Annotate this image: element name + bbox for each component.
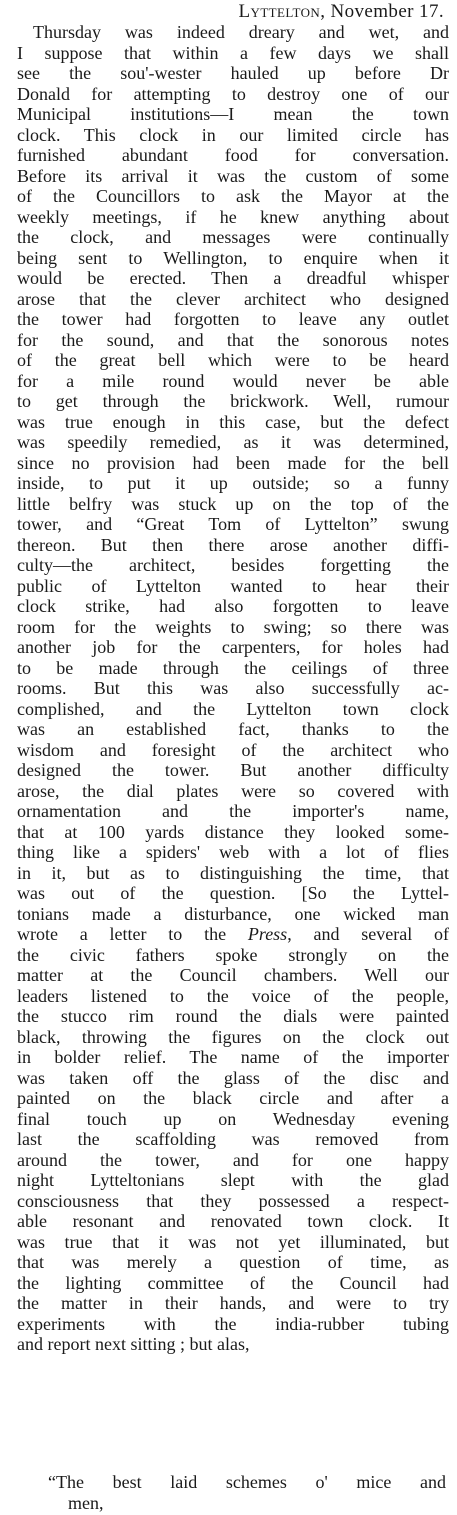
article-line: painted on the black circle and after a	[17, 1088, 449, 1108]
article-line: see the sou'-wester hauled up before Dr	[17, 63, 449, 83]
article-line: complished, and the Lyttelton town clock	[17, 698, 449, 719]
dateline-date: November 17.	[330, 1, 444, 22]
article-line: of the Councillors to ask the Mayor at the	[17, 186, 449, 206]
article-line: was out of the question. [So the Lyttel-	[17, 883, 449, 903]
article-line: able resonant and renovated town clock. It	[17, 1211, 449, 1231]
article-line: was an established fact, thanks to the	[17, 719, 449, 739]
article-line: tower, and “Great Tom of Lyttelton” swung	[17, 514, 449, 534]
article-line: was true enough in this case, but the defect	[17, 411, 449, 432]
article-line: final touch up on Wednesday evening	[17, 1108, 449, 1129]
article-line: Before its arrival it was the custom of some	[17, 165, 449, 186]
article-line: was taken off the glass of the disc and	[17, 1067, 449, 1088]
article-line: was speedily remedied, as it was determined,	[17, 432, 449, 452]
article-line: Municipal institutions—I mean the town	[17, 104, 449, 124]
article-line: the lighting committee of the Council had	[17, 1272, 449, 1293]
verse-line: “The best laid schemes o' mice and	[48, 1472, 446, 1492]
article-line: thereon. But then there arose another diffi-	[17, 534, 449, 555]
article-line: another job for the carpenters, for holes had	[17, 637, 449, 657]
article-body	[17, 22, 449, 1355]
article-line: being sent to Wellington, to enquire when it	[17, 247, 449, 268]
article-line: experiments with the india-rubber tubing	[17, 1313, 449, 1334]
article-line: tonians made a disturbance, one wicked man	[17, 903, 449, 924]
article-line: and report next sitting ; but alas,	[17, 1334, 250, 1354]
article-line: furnished abundant food for conversation.	[17, 145, 449, 165]
article-line: the stucco rim round the dials were painted	[17, 1006, 449, 1026]
article-line: rooms. But this was also successfully ac-	[17, 678, 449, 698]
article-line: black, throwing the figures on the clock out	[17, 1026, 449, 1047]
article-line: public of Lyttelton wanted to hear their	[17, 575, 449, 596]
article-line: since no provision had been made for the bell	[17, 452, 449, 473]
article-line: clock strike, had also forgotten to leave	[17, 596, 449, 616]
article-line: arose, the dial plates were so covered with	[17, 780, 449, 801]
verse-quote	[48, 1472, 446, 1514]
article-line: for a mile round would never be able	[17, 370, 449, 391]
article-line: I suppose that within a few days we shall	[17, 42, 449, 63]
article-line: in bolder relief. The name of the importer	[17, 1047, 449, 1067]
article-line: consciousness that they possessed a respect-	[17, 1190, 449, 1211]
article-line: was true that it was not yet illuminated, but	[17, 1231, 449, 1252]
article-line: arose that the clever architect who designed	[17, 288, 449, 309]
article-line: Donald for attempting to destroy one of our	[17, 83, 449, 104]
article-line: wrote a letter to the Press, and several of	[17, 924, 449, 944]
article-line: matter at the Council chambers. Well our	[17, 965, 449, 985]
article-line: the clock, and messages were continually	[17, 227, 449, 247]
article-line: the civic fathers spoke strongly on the	[17, 944, 449, 965]
article-line: in it, but as to distinguishing the time, that	[17, 862, 449, 883]
article-line: last the scaffolding was removed from	[17, 1129, 449, 1149]
article-line: leaders listened to the voice of the people,	[17, 985, 449, 1006]
dateline	[0, 2, 444, 22]
verse-line: men,	[68, 1493, 104, 1513]
article-line: room for the weights to swing; so there was	[17, 616, 449, 637]
article-line: to be made through the ceilings of three	[17, 657, 449, 678]
article-line: clock. This clock in our limited circle has	[17, 124, 449, 145]
article-line: that at 100 yards distance they looked some-	[17, 821, 449, 842]
article-line: culty—the architect, besides forgetting the	[17, 555, 449, 575]
article-line: the tower had forgotten to leave any outlet	[17, 309, 449, 329]
article-line: would be erected. Then a dreadful whisper	[17, 268, 449, 288]
article-line: ornamentation and the importer's name,	[17, 801, 449, 821]
article-line: night Lytteltonians slept with the glad	[17, 1170, 449, 1190]
article-line: weekly meetings, if he knew anything about	[17, 206, 449, 227]
article-line: designed the tower. But another difficulty	[17, 760, 449, 780]
article-line: that was merely a question of time, as	[17, 1252, 449, 1272]
article-line: the matter in their hands, and were to try	[17, 1293, 449, 1313]
article-line: inside, to put it up outside; so a funny	[17, 473, 449, 493]
article-line: wisdom and foresight of the architect who	[17, 739, 449, 760]
article-line: for the sound, and that the sonorous notes	[17, 329, 449, 350]
article-line: little belfry was stuck up on the top of the	[17, 493, 449, 514]
article-line: thing like a spiders' web with a lot of flies	[17, 842, 449, 862]
article-line: of the great bell which were to be heard	[17, 350, 449, 370]
article-line: Thursday was indeed dreary and wet, and	[33, 22, 449, 42]
dateline-place: Lyttelton,	[238, 1, 326, 22]
article-line: around the tower, and for one happy	[17, 1149, 449, 1170]
article-line: to get through the brickwork. Well, rumour	[17, 391, 449, 411]
